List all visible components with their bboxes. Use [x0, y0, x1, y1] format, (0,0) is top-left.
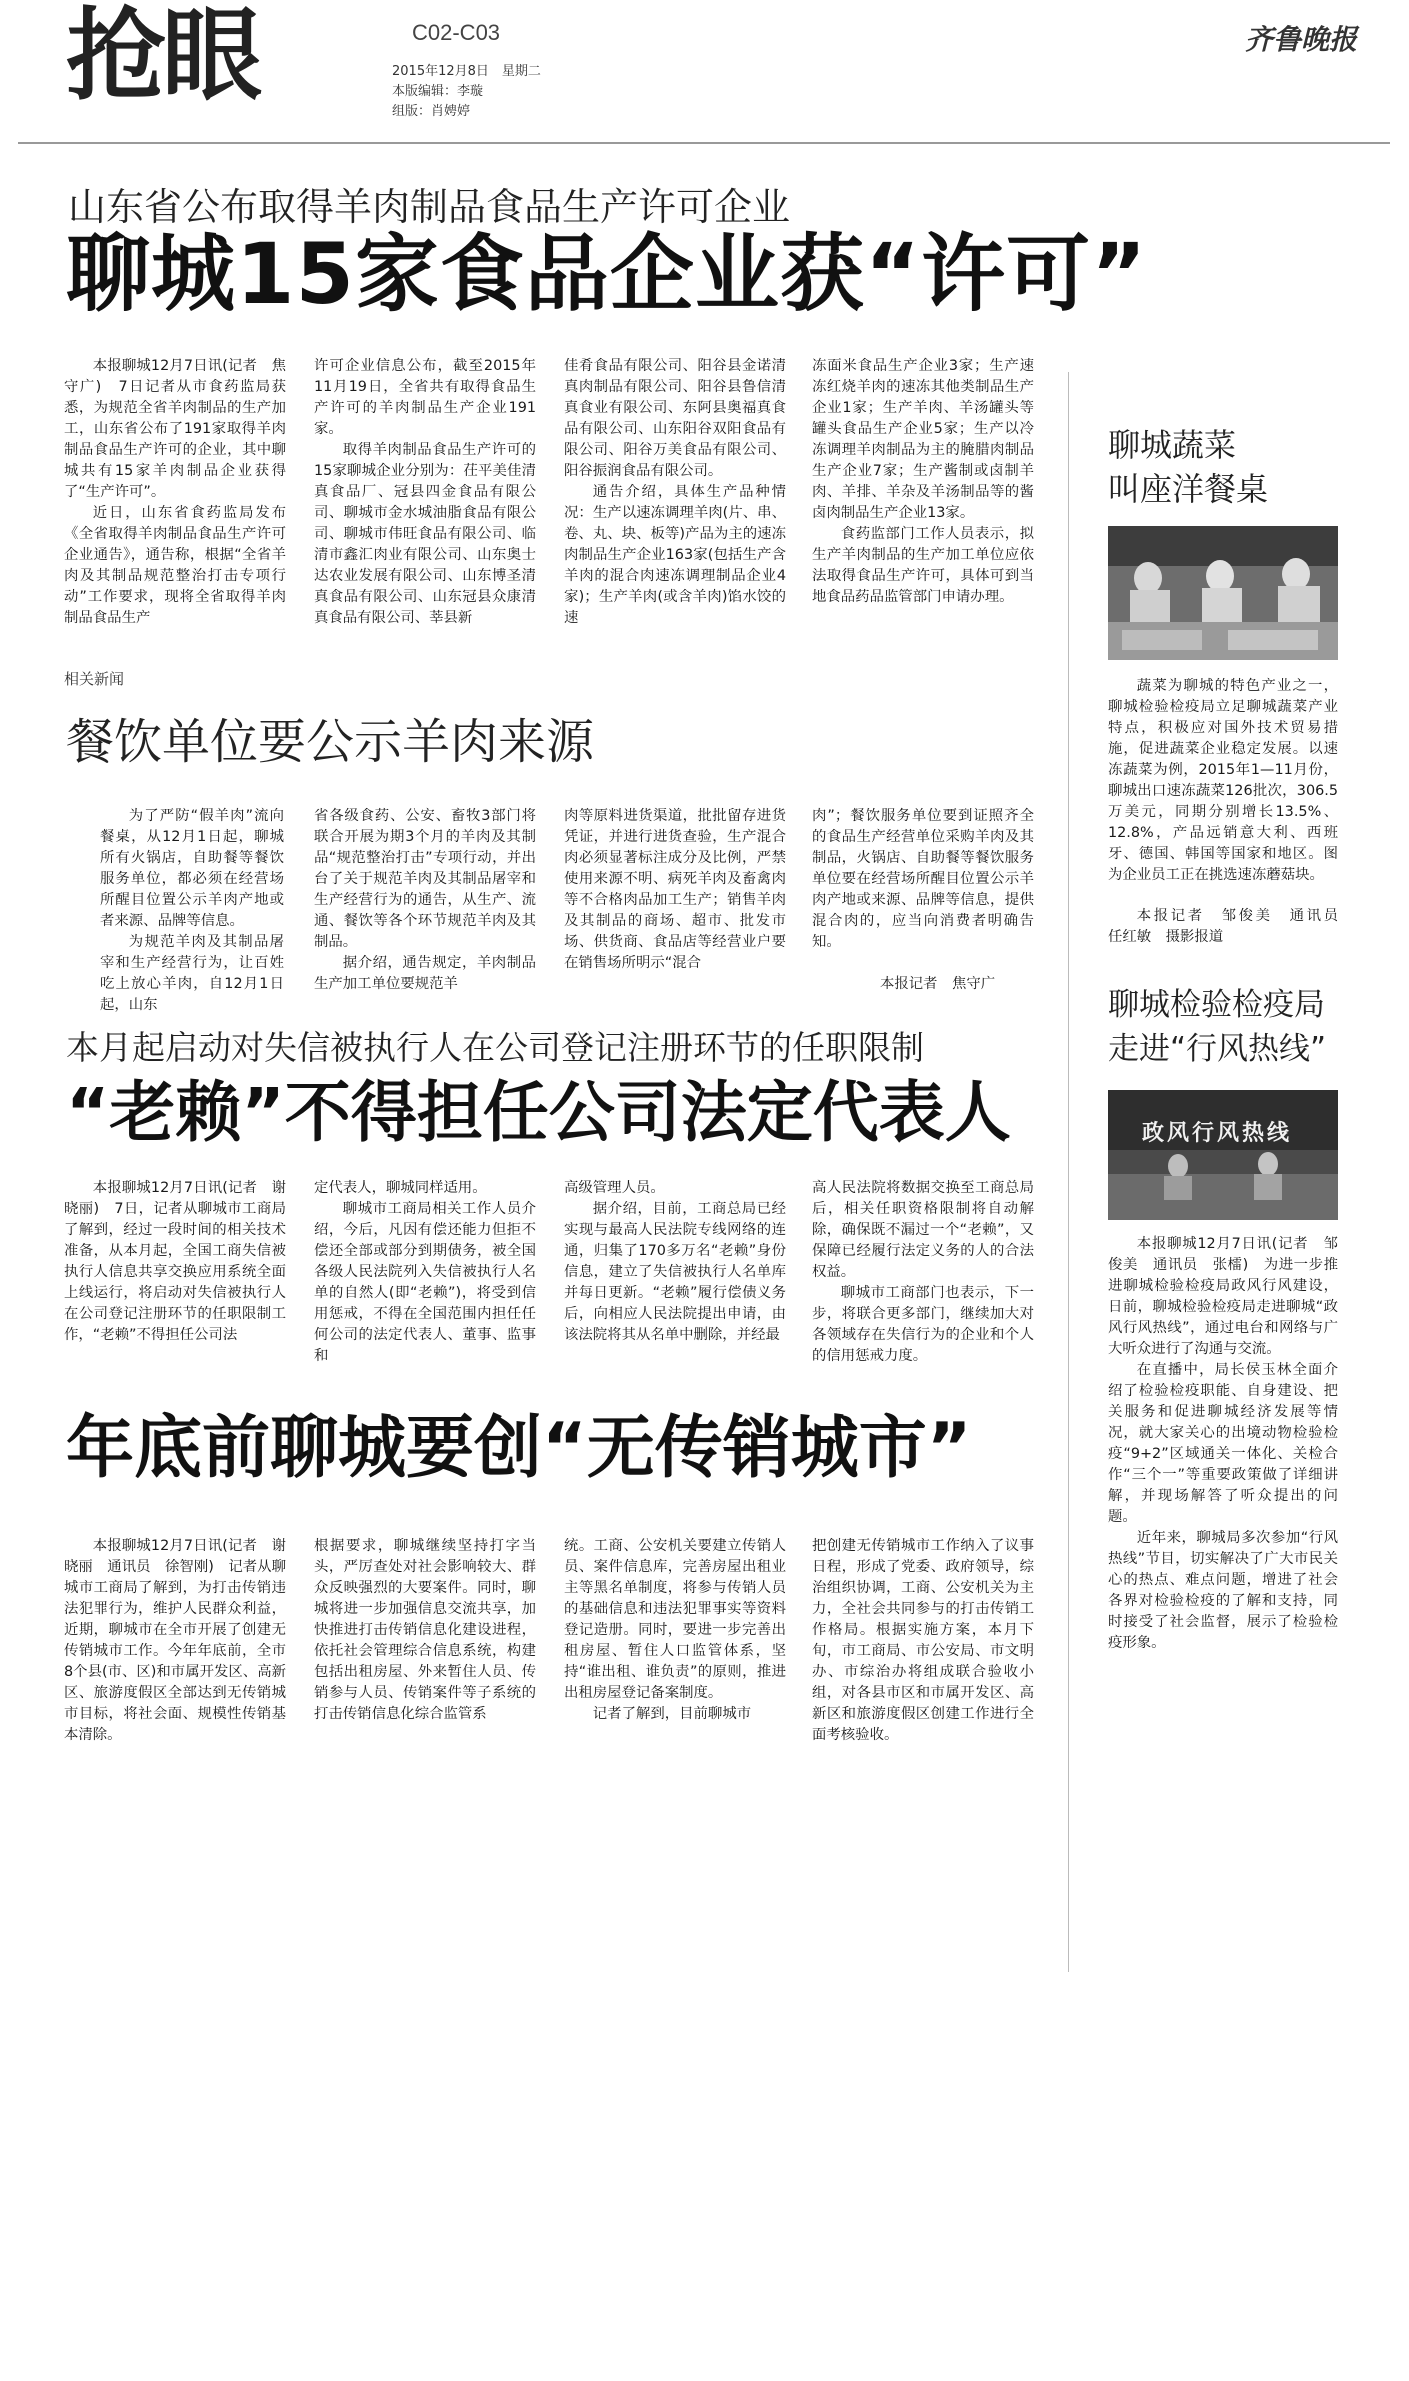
- paragraph: 为规范羊肉及其制品屠宰和生产经营行为，让百姓吃上放心羊肉，自12月1日起，山东: [100, 934, 284, 1013]
- article1-column-2: 许可企业信息公布，截至2015年11月19日，全省共有取得食品生产许可的羊肉制品生产企业191家。 取得羊肉制品食品生产许可的15家聊城企业分别为：茌平美佳清真食品厂、冠县四金食品有限公司、聊城市金水城油脂食品有限公司、聊城市伟旺食品有限公司、临清市鑫汇肉业有限公司、山东奥士达农业发展有限公司、山东博圣清真食品有限公司、山东冠县众康清真食品有限公司、莘县新: [314, 356, 536, 656]
- article3-column-3: 高级管理人员。 据介绍，目前，工商总局已经实现与最高人民法院专线网络的连通，归集了170多万名“老赖”身份信息，建立了失信被执行人名单库并每日更新。“老赖”履行偿债义务后，向相应人民法院提出申请，由该法院将其从名单中删除，并经最: [564, 1178, 786, 1364]
- article2-headline: 餐饮单位要公示羊肉来源: [66, 714, 595, 770]
- article2-column-2: 省各级食药、公安、畜牧3部门将联合开展为期3个月的羊肉及其制品“规范整治打击”专项行动，并出台了关于规范羊肉及其制品屠宰和生产经营行为的通告，从生产、流通、餐饮等各个环节规范羊肉及其制品。 据介绍，通告规定，羊肉制品生产加工单位要规范羊: [314, 806, 536, 992]
- article2-column-1: 为了严防“假羊肉”流向餐桌，从12月1日起，聊城所有火锅店，自助餐等餐饮服务单位，都必须在经营场所醒目位置公示羊肉产地或者来源、品牌等信息。 为规范羊肉及其制品屠宰和生产经营行为，让百姓吃上放心羊肉，自12月1日起，山东: [100, 806, 284, 992]
- side2-headline-line2: 走进“行风热线”: [1108, 1031, 1327, 1067]
- article3-headline: “老赖”不得担任公司法定代表人: [66, 1074, 1011, 1151]
- hotline-broadcast-photo: [1108, 1090, 1338, 1220]
- vegetable-workers-photo: [1108, 526, 1338, 660]
- layout-credit: 组版：肖娉婷: [392, 104, 471, 119]
- issue-date: 2015年12月8日 星期二: [392, 64, 541, 79]
- side1-body: 蔬菜为聊城的特色产业之一，聊城检验检疫局立足聊城蔬菜产业特点，积极应对国外技术贸易措施，促进蔬菜企业稳定发展。以速冻蔬菜为例，2015年1—11月份，聊城出口速冻蔬菜126批次，306.5万美元，同期分别增长13.5%、12.8%，产品远销意大利、西班牙、德国、韩国等国家和地区。图为企业员工正在挑选速冻蘑菇块。: [1108, 678, 1338, 883]
- paragraph: 据介绍，目前，工商总局已经实现与最高人民法院专线网络的连通，归集了170多万名“老赖”身份信息，建立了失信被执行人名单库并每日更新。“老赖”履行偿债义务后，向相应人民法院提出申请，由该法院将其从名单中删除，并经最: [564, 1201, 786, 1343]
- newspaper-name: 齐鲁晚报: [1245, 23, 1358, 56]
- paragraph: 食药监部门工作人员表示，拟生产羊肉制品的生产加工单位应依法取得食品生产许可，具体可到当地食品药品监管部门申请办理。: [812, 526, 1034, 605]
- article3-column-2: 定代表人，聊城同样适用。 聊城市工商局相关工作人员介绍，今后，凡因有偿还能力但拒不偿还全部或部分到期债务，被全国各级人民法院列入失信被执行人名单的自然人(即“老赖”)，将受到信用惩戒，不得在全国范围内担任任何公司的法定代表人、董事、监事和: [314, 1178, 536, 1364]
- article1-column-3: 佳肴食品有限公司、阳谷县金诺清真肉制品有限公司、阳谷县鲁信清真食业有限公司、东阿县奥福真食品有限公司、山东阳谷双阳食品有限公司、阳谷万美食品有限公司、阳谷振润食品有限公司。 通告介绍，具体生产品种情况：生产以速冻调理羊肉(片、串、卷、丸、块、板等)产品为主的速冻肉制品生产企业163家(包括生产含羊肉的混合肉速冻调理制品企业4家)；生产羊肉(或含羊肉)馅水饺的速: [564, 356, 786, 656]
- editor-credit: 本版编辑：李璇: [392, 84, 484, 99]
- side2-headline-line1: 聊城检验检疫局: [1108, 987, 1325, 1023]
- article3-column-4: 高人民法院将数据交换至工商总局后，相关任职资格限制将自动解除，确保既不漏过一个“老赖”，又保障已经履行法定义务的人的合法权益。 聊城市工商部门也表示，下一步，将联合更多部门，继续加大对各领域存在失信行为的企业和个人的信用惩戒力度。: [812, 1178, 1034, 1364]
- article3-column-1: 本报聊城12月7日讯(记者 谢晓丽) 7日，记者从聊城市工商局了解到，经过一段时间的相关技术准备，从本月起，全国工商失信被执行人信息共享交换应用系统全面上线运行，将启动对失信被执行人在公司登记注册环节的任职限制工作，“老赖”不得担任公司法: [64, 1180, 286, 1343]
- sidebar-divider: [1068, 372, 1069, 1972]
- article2-column-4: 肉”；餐饮服务单位要到证照齐全的食品生产经营单位采购羊肉及其制品，火锅店、自助餐等餐饮服务单位要在经营场所醒目位置公示羊肉产地或来源、品牌等信息，提供混合肉的，应当向消费者明确告知。: [812, 808, 1034, 950]
- page-numbers: C02-C03: [412, 20, 501, 45]
- side1-headline-line1: 聊城蔬菜: [1108, 426, 1237, 464]
- article4-headline: 年底前聊城要创“无传销城市”: [66, 1409, 972, 1488]
- article2-column-3: 肉等原料进货渠道，批批留存进货凭证，并进行进货查验，生产混合肉必须显著标注成分及比例，严禁使用来源不明、病死羊肉及畜禽肉等不合格肉品加工生产；销售羊肉及其制品的商场、超市、批发市场、供货商、食品店等经营业户要在销售场所明示“混合: [564, 808, 786, 971]
- article4-column-3: 统。工商、公安机关要建立传销人员、案件信息库，完善房屋出租业主等黑名单制度，将参与传销人员的基础信息和违法犯罪事实等资料登记造册。同时，要进一步完善出租房屋、暂住人口监管体系，坚持“谁出租、谁负责”的原则，推进出租房屋登记备案制度。 记者了解到，目前聊城市: [564, 1536, 786, 1788]
- article1-column-4: 冻面米食品生产企业3家；生产速冻红烧羊肉的速冻其他类制品生产企业1家；生产羊肉、羊汤罐头等罐头食品生产企业5家；生产以冷冻调理羊肉制品为主的腌腊肉制品生产企业7家；生产酱制或卤制羊肉、羊排、羊杂及羊汤制品等的酱卤肉制品生产企业13家。 食药监部门工作人员表示，拟生产羊肉制品的生产加工单位应依法取得食品生产许可，具体可到当地食品药品监管部门申请办理。: [812, 356, 1034, 656]
- side2-body: 本报聊城12月7日讯(记者 邹俊美 通讯员 张檑) 为进一步推进聊城检验检疫局政风行风建设，日前，聊城检验检疫局走进聊城“政风行风热线”，通过电台和网络与广大听众进行了沟通与交流。 在直播中，局长侯玉林全面介绍了检验检疫职能、自身建设、把关服务和促进聊城经济发展等情况，就大家关心的出境动物检验检疫“9+2”区域通关一体化、关检合作“三个一”等重要政策做了详细讲解，并现场解答了听众提出的问题。 近年来，聊城局多次参加“行风热线”节目，切实解决了广大市民关心的热点、难点问题，增进了社会各界对检验检疫的了解和支持，同时接受了社会监督，展示了检验检疫形象。: [1108, 1236, 1338, 1651]
- side1-headline-line2: 叫座洋餐桌: [1108, 470, 1269, 508]
- hotline-banner-text: 政风行风热线: [1142, 1121, 1293, 1146]
- article1-headline: 聊城15家食品企业获“许可”: [66, 225, 1148, 323]
- article1-kicker: 山东省公布取得羊肉制品食品生产许可企业: [68, 185, 791, 229]
- paragraph: 聊城市工商部门也表示，下一步，将联合更多部门，继续加大对各领域存在失信行为的企业和个人的信用惩戒力度。: [812, 1285, 1034, 1364]
- article4-column-1: 本报聊城12月7日讯(记者 谢晓丽 通讯员 徐智刚) 记者从聊城市工商局了解到，为打击传销违法犯罪行为，维护人民群众利益，近期，聊城市在全市开展了创建无传销城市工作。今年年底前，全市8个县(市、区)和市属开发区、高新区、旅游度假区全部达到无传销城市目标，将社会面、规模性传销基本清除。: [64, 1538, 286, 1743]
- paragraph: 取得羊肉制品食品生产许可的15家聊城企业分别为：茌平美佳清真食品厂、冠县四金食品有限公司、聊城市金水城油脂食品有限公司、聊城市伟旺食品有限公司、临清市鑫汇肉业有限公司、山东奥士达农业发展有限公司、山东博圣清真食品有限公司、山东冠县众康清真食品有限公司、莘县新: [314, 442, 536, 626]
- masthead-divider: [18, 142, 1390, 144]
- paragraph: 近日，山东省食药监局发布《全省取得羊肉制品食品生产许可企业通告》，通告称，根据“全省羊肉及其制品规范整治打击专项行动”工作要求，现将全省取得羊肉制品食品生产: [64, 505, 286, 626]
- paragraph: 据介绍，通告规定，羊肉制品生产加工单位要规范羊: [314, 955, 536, 992]
- article1-column-1: 本报聊城12月7日讯(记者 焦守广) 7日记者从市食药监局获悉，为规范全省羊肉制品的生产加工，山东省公布了191家取得羊肉制品食品生产许可的企业，其中聊城共有15家羊肉制品企业获得了“生产许可”。 近日，山东省食药监局发布《全省取得羊肉制品食品生产许可企业通告》，通告称，根据“全省羊肉及其制品规范整治打击专项行动”工作要求，现将全省取得羊肉制品食品生产: [64, 356, 286, 656]
- paragraph: 聊城市工商局相关工作人员介绍，今后，凡因有偿还能力但拒不偿还全部或部分到期债务，被全国各级人民法院列入失信被执行人名单的自然人(即“老赖”)，将受到信用惩戒，不得在全国范围内担任任何公司的法定代表人、董事、监事和: [314, 1201, 536, 1364]
- article4-column-4: 把创建无传销城市工作纳入了议事日程，形成了党委、政府领导，综治组织协调，工商、公安机关为主力，全社会共同参与的打击传销工作格局。根据实施方案，本月下旬，市工商局、市公安局、市文明办、市综治办将组成联合验收小组，对各县市区和市属开发区、高新区和旅游度假区创建工作进行全面考核验收。: [812, 1538, 1034, 1743]
- related-news-label: 相关新闻: [64, 670, 125, 688]
- section-logo: 抢眼: [66, 0, 258, 114]
- paragraph: 记者了解到，目前聊城市: [592, 1706, 752, 1722]
- article4-column-2: 根据要求，聊城继续坚持打字当头，严厉查处对社会影响较大、群众反映强烈的大要案件。同时，聊城将进一步加强信息交流共享，加快推进打击传销信息化建设进程，依托社会管理综合信息系统，构建包括出租房屋、外来暂住人员、传销参与人员、传销案件等子系统的打击传销信息化综合监管系: [314, 1538, 536, 1722]
- side1-byline: 本报记者 邹俊美 通讯员 任红敏 摄影报道: [1108, 908, 1353, 945]
- paragraph: 通告介绍，具体生产品种情况：生产以速冻调理羊肉(片、串、卷、丸、块、板等)产品为主的速冻肉制品生产企业163家(包括生产含羊肉的混合肉速冻调理制品企业4家)；生产羊肉(或含羊肉)馅水饺的速: [564, 484, 786, 626]
- article3-kicker: 本月起启动对失信被执行人在公司登记注册环节的任职限制: [66, 1028, 924, 1067]
- article2-byline: 本报记者 焦守广: [880, 976, 996, 992]
